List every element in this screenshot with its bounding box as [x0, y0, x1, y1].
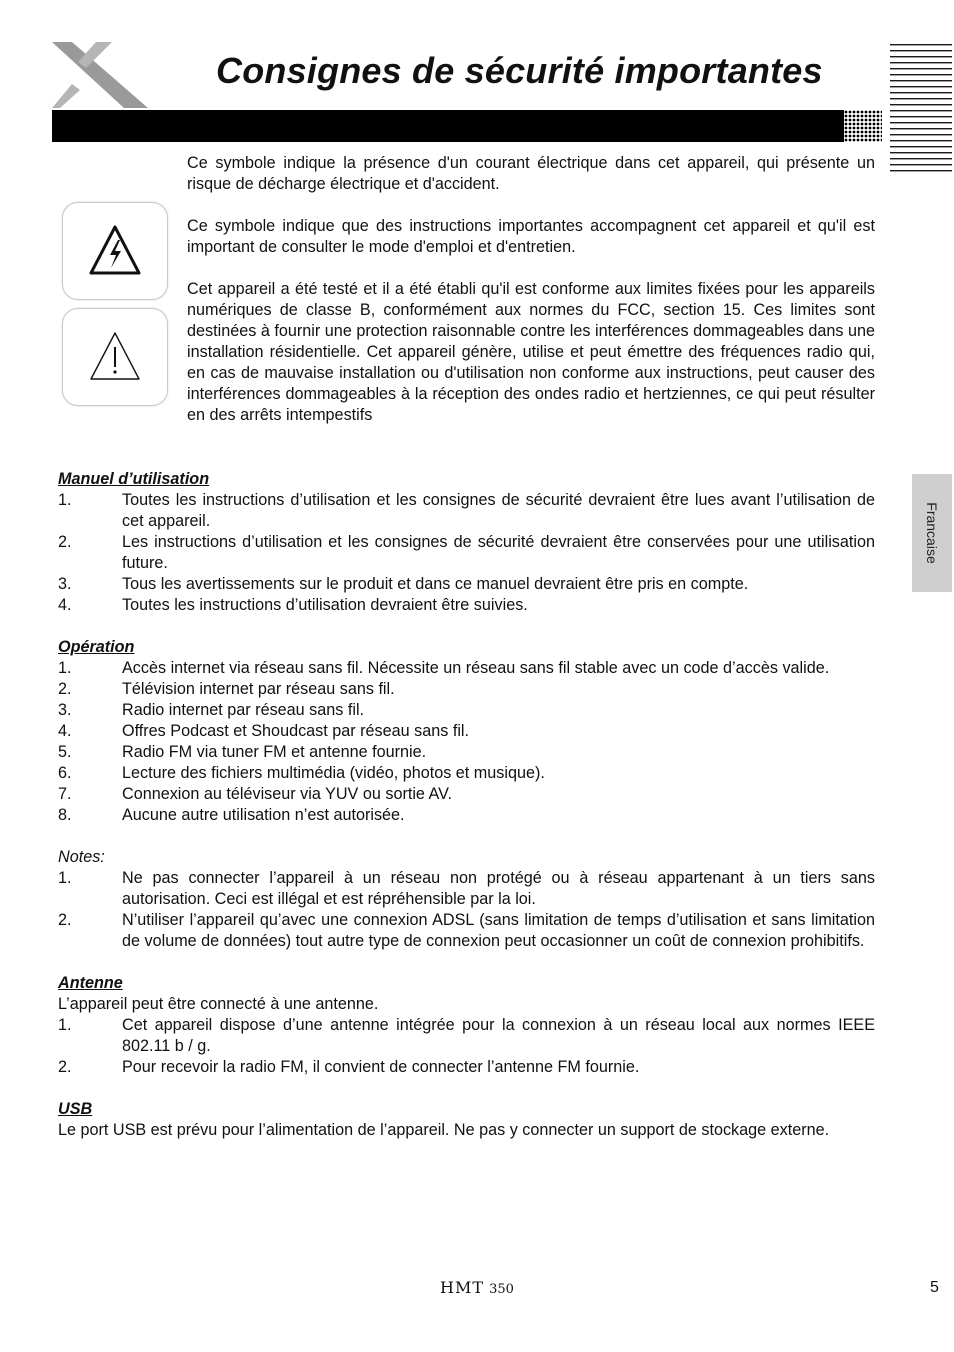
language-tab: [912, 474, 952, 592]
x-brand-logo-icon: [50, 40, 150, 110]
high-voltage-warning-icon: [87, 223, 143, 279]
caution-warning-box: [62, 308, 168, 406]
decorative-stripes: [886, 42, 952, 172]
intro-paragraph: Ce symbole indique la présence d'un courant électrique dans cet appareil, qui présente un risque de décharge électrique et d'accident.: [187, 154, 875, 193]
caution-exclamation-icon: [87, 329, 143, 385]
section-heading: Opération: [58, 638, 135, 656]
list-item: 4. Offres Podcast et Shoudcast par réseau sans fil.: [58, 722, 470, 740]
numbered-list: [58, 868, 875, 952]
numbered-list: [58, 658, 875, 826]
section-usb: [58, 1099, 875, 1141]
intro-paragraph: Ce symbole indique que des instructions importantes accompagnent cet appareil et qu'il est important de consulter le mode d'emploi et d'entretien.: [187, 217, 875, 256]
intro-paragraphs: [187, 153, 875, 447]
page-title: Consignes de sécurité importantes: [216, 50, 823, 91]
section-manuel: [58, 469, 875, 616]
list-item: 5. Radio FM via tuner FM et antenne fournie.: [58, 743, 427, 761]
page-number: 5: [930, 1279, 939, 1296]
intro-paragraph: Cet appareil a été testé et il a été établi qu'il est conforme aux limites fixées pour les appareils numériques de classe B, conformément aux normes du FCC, section 15. Ces limites sont destinées à fournir une protection raisonnable contre les interférences dommageables dans une installation résidentielle. Cet appareil génère, utilise et peut émettre des fréquences radio qui, en cas de mauvaise installation ou d'utilisation non conforme aux instructions, peut causer des interférences dommageables à la réception des ondes radio et hertziennes, ce qui peut résulter en des arrêts intempestifs: [187, 280, 875, 424]
section-operation: [58, 637, 875, 826]
numbered-list: [58, 490, 875, 616]
header-bar: [52, 110, 882, 142]
list-item: 1. Cet appareil dispose d’une antenne intégrée pour la connexion à un réseau local aux normes IEEE 802.11 b / g.: [58, 1016, 875, 1055]
main-content: [58, 469, 875, 1162]
section-antenne: [58, 973, 875, 1078]
numbered-list: [58, 1015, 875, 1078]
list-item: 2. Les instructions d’utilisation et les consignes de sécurité devraient être conservées pour une utilisation future.: [58, 533, 875, 572]
list-item: 4. Toutes les instructions d’utilisation devraient être suivies.: [58, 596, 528, 614]
list-item: 3. Tous les avertissements sur le produit et dans ce manuel devraient être pris en compte.: [58, 575, 749, 593]
list-item: 2. Pour recevoir la radio FM, il convient de connecter l’antenne FM fournie.: [58, 1058, 640, 1076]
list-item: 6. Lecture des fichiers multimédia (vidéo, photos et musique).: [58, 764, 545, 782]
list-item: 3. Radio internet par réseau sans fil.: [58, 701, 365, 719]
list-item: 8. Aucune autre utilisation n’est autorisée.: [58, 806, 405, 824]
section-heading: Antenne: [58, 974, 123, 992]
section-text: Le port USB est prévu pour l’alimentation de l’appareil. Ne pas y connecter un support de stockage externe.: [58, 1121, 830, 1139]
list-item: 2. Télévision internet par réseau sans fil.: [58, 680, 395, 698]
section-heading: Manuel d’utilisation: [58, 470, 210, 488]
list-item: 1. Ne pas connecter l’appareil à un réseau non protégé ou à réseau appartenant à un tiers sans autorisation. Ceci est illégal et est répréhensible par la loi.: [58, 869, 875, 908]
list-item: 2. N’utiliser l’appareil qu’avec une connexion ADSL (sans limitation de temps d’utilisation et sans limitation de volume de données) tout autre type de connexion peut occasionner un coût de connexion prohibitifs.: [58, 911, 875, 950]
model-number: 350: [489, 1282, 514, 1297]
section-intro: L’appareil peut être connecté à une antenne.: [58, 995, 379, 1013]
list-item: 7. Connexion au téléviseur via YUV ou sortie AV.: [58, 785, 452, 803]
section-heading: USB: [58, 1100, 93, 1118]
notes-heading: Notes:: [58, 848, 105, 866]
model-name: HMT: [440, 1278, 485, 1297]
list-item: 1. Toutes les instructions d’utilisation et les consignes de sécurité devraient être lues avant l’utilisation de cet appareil.: [58, 491, 875, 530]
section-notes: [58, 847, 875, 952]
list-item: 1. Accès internet via réseau sans fil. Nécessite un réseau sans fil stable avec un code d’accès valide.: [58, 659, 830, 677]
footer-model: [0, 1278, 954, 1297]
electric-warning-box: [62, 202, 168, 300]
language-label: Francaise: [924, 502, 940, 564]
